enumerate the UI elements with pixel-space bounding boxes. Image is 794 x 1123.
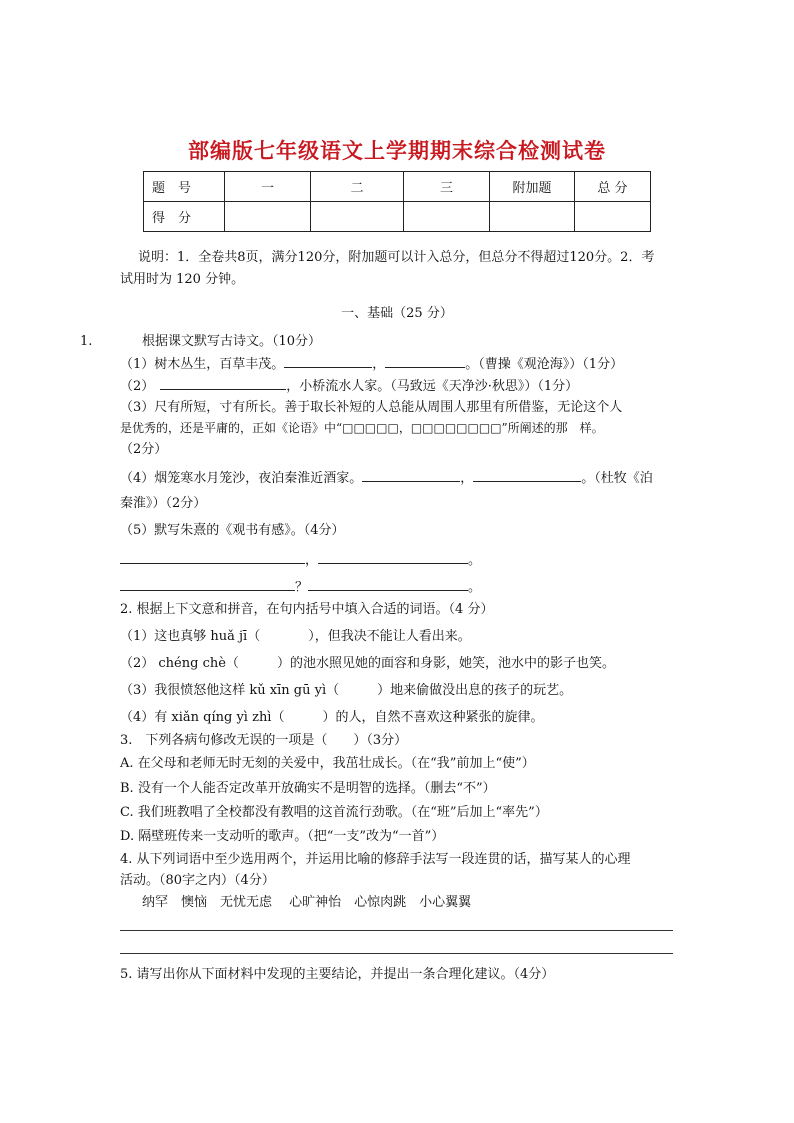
q2-item-3-text: （3）我很愤怒他这样 kǔ xīn gū yì（ bbox=[120, 683, 340, 698]
score-table-header-cell: 总 分 bbox=[575, 172, 651, 202]
answer-blank[interactable] bbox=[160, 377, 286, 390]
q1-item-4-source-cont: 秦淮》）（2分） bbox=[120, 496, 207, 511]
answer-blank[interactable] bbox=[385, 355, 465, 368]
answer-blank[interactable] bbox=[284, 355, 372, 368]
answer-blank[interactable] bbox=[120, 578, 295, 591]
punctuation: 。 bbox=[468, 580, 482, 595]
q1-item-4-sep: ， bbox=[460, 471, 474, 486]
q1-number: 1. bbox=[80, 334, 93, 349]
q1-item-4-text: （4）烟笼寒水月笼沙，夜泊秦淮近酒家。 bbox=[120, 471, 363, 486]
q4-stem-line-1: 4. 从下列词语中至少选用两个，并运用比喻的修辞手法写一段连贯的话，描写某人的心理 bbox=[120, 852, 631, 867]
answer-line[interactable] bbox=[120, 930, 673, 931]
q5-stem: 5. 请写出你从下面材料中发现的主要结论，并提出一条合理化建议。（4分） bbox=[120, 967, 555, 982]
q2-item-1-text: （1）这也真够 huǎ jī（ bbox=[120, 629, 261, 644]
q1-item-1-sep: ， bbox=[372, 357, 386, 372]
score-table-header-row bbox=[144, 172, 651, 202]
q1-item-3-line-1: （3）尺有所短，寸有所长。善于取长补短的人总能从周围人那里有所借鉴，无论这个人 bbox=[120, 400, 623, 415]
answer-blank[interactable] bbox=[308, 578, 468, 591]
q1-item-5-answer-line-1 bbox=[120, 551, 481, 569]
score-cell bbox=[404, 202, 490, 232]
score-cell bbox=[225, 202, 311, 232]
q2-item-1-rest: ），但我决不能让人看出来。 bbox=[308, 629, 471, 644]
q2-item-2-rest: ）的池水照见她的面容和身影，她笑，池水中的影子也笑。 bbox=[276, 656, 615, 671]
answer-blank[interactable] bbox=[318, 551, 468, 564]
score-table-header-cell: 三 bbox=[404, 172, 490, 202]
score-table-header-cell: 题 号 bbox=[144, 172, 225, 202]
q3-option-a[interactable]: A. 在父母和老师无时无刻的关爱中，我茁壮成长。（在“我”前加上“使”） bbox=[120, 756, 535, 771]
q3-stem: 3. 下列各病句修改无误的一项是（ ）（3分） bbox=[120, 733, 408, 748]
answer-blank[interactable] bbox=[362, 469, 460, 482]
exam-note-line-1: 说明：1．全卷共8页，满分120分，附加题可以计入总分，但总分不得超过120分。2．考 bbox=[138, 250, 655, 265]
score-table-header-cell: 附加题 bbox=[490, 172, 575, 202]
q2-item-4-text: （4）有 xiǎn qíng yì zhì（ bbox=[120, 710, 285, 725]
q1-item-3-line-2: 是优秀的，还是平庸的，正如《论语》中“□□□□□，□□□□□□□□”所阐述的那 样。 bbox=[120, 421, 604, 435]
q2-item-1 bbox=[120, 628, 471, 645]
q1-item-2 bbox=[120, 377, 578, 395]
q1-item-2-text: ，小桥流水人家。（马致远《天净沙·秋思》）（1分） bbox=[286, 379, 579, 394]
q1-item-1-source: 。（曹操《观沧海》）（1分） bbox=[465, 357, 624, 372]
q2-stem: 2. 根据上下文意和拼音，在句内括号中填入合适的词语。（4 分） bbox=[120, 602, 494, 617]
q1-stem: 根据课文默写古诗文。（10分） bbox=[142, 334, 322, 349]
exam-note-line-2: 试用时为 120 分钟。 bbox=[120, 272, 245, 287]
q2-item-4 bbox=[120, 709, 543, 726]
q4-word-list: 纳罕 懊恼 无忧无虑 心旷神怡 心惊肉跳 小心翼翼 bbox=[142, 895, 472, 910]
score-table bbox=[143, 171, 651, 232]
q1-item-5-answer-line-2 bbox=[120, 578, 481, 596]
q1-item-3-points: （2分） bbox=[120, 442, 168, 457]
score-table-row-label: 得 分 bbox=[144, 202, 225, 232]
q3-option-c[interactable]: C. 我们班教唱了全校都没有教唱的这首流行劲歌。（在“班”后加上“率先”） bbox=[120, 805, 548, 820]
q3-option-d[interactable]: D. 隔壁班传来一支动听的歌声。（把“一支”改为“一首”） bbox=[120, 829, 445, 844]
q1-item-4-source: 。（杜牧《泊 bbox=[581, 471, 653, 486]
punctuation: ， bbox=[305, 553, 319, 568]
exam-title: 部编版七年级语文上学期期末综合检测试卷 bbox=[188, 139, 606, 163]
answer-blank[interactable] bbox=[473, 469, 581, 482]
punctuation: 。 bbox=[468, 553, 482, 568]
q3-option-b[interactable]: B. 没有一个人能否定改革开放确实不是明智的选择。（删去“不”） bbox=[120, 781, 496, 796]
score-table-score-row bbox=[144, 202, 651, 232]
q2-item-3 bbox=[120, 682, 572, 699]
q4-stem-line-2: 活动。（80字之内）（4分） bbox=[120, 873, 275, 888]
q1-item-5: （5）默写朱熹的《观书有感》。（4分） bbox=[120, 523, 345, 538]
q2-item-2 bbox=[120, 655, 615, 672]
score-cell bbox=[490, 202, 575, 232]
punctuation: ？ bbox=[295, 580, 309, 595]
q1-item-4 bbox=[120, 469, 653, 487]
score-cell bbox=[311, 202, 404, 232]
q1-item-2-num: （2） bbox=[120, 379, 155, 394]
section-heading: 一、基础（25 分） bbox=[341, 306, 453, 321]
score-table-header-cell: 一 bbox=[225, 172, 311, 202]
score-cell bbox=[575, 202, 651, 232]
q2-item-2-text: （2） chéng chè（ bbox=[120, 656, 239, 671]
q1-item-1-text: （1）树木丛生，百草丰茂。 bbox=[120, 357, 285, 372]
q2-item-4-rest: ）的人，自然不喜欢这种紧张的旋律。 bbox=[322, 710, 544, 725]
answer-blank[interactable] bbox=[120, 551, 305, 564]
score-table-header-cell: 二 bbox=[311, 172, 404, 202]
answer-line[interactable] bbox=[120, 953, 673, 954]
q1-item-1 bbox=[120, 355, 623, 373]
q2-item-3-rest: ）地来偷做没出息的孩子的玩艺。 bbox=[377, 683, 573, 698]
